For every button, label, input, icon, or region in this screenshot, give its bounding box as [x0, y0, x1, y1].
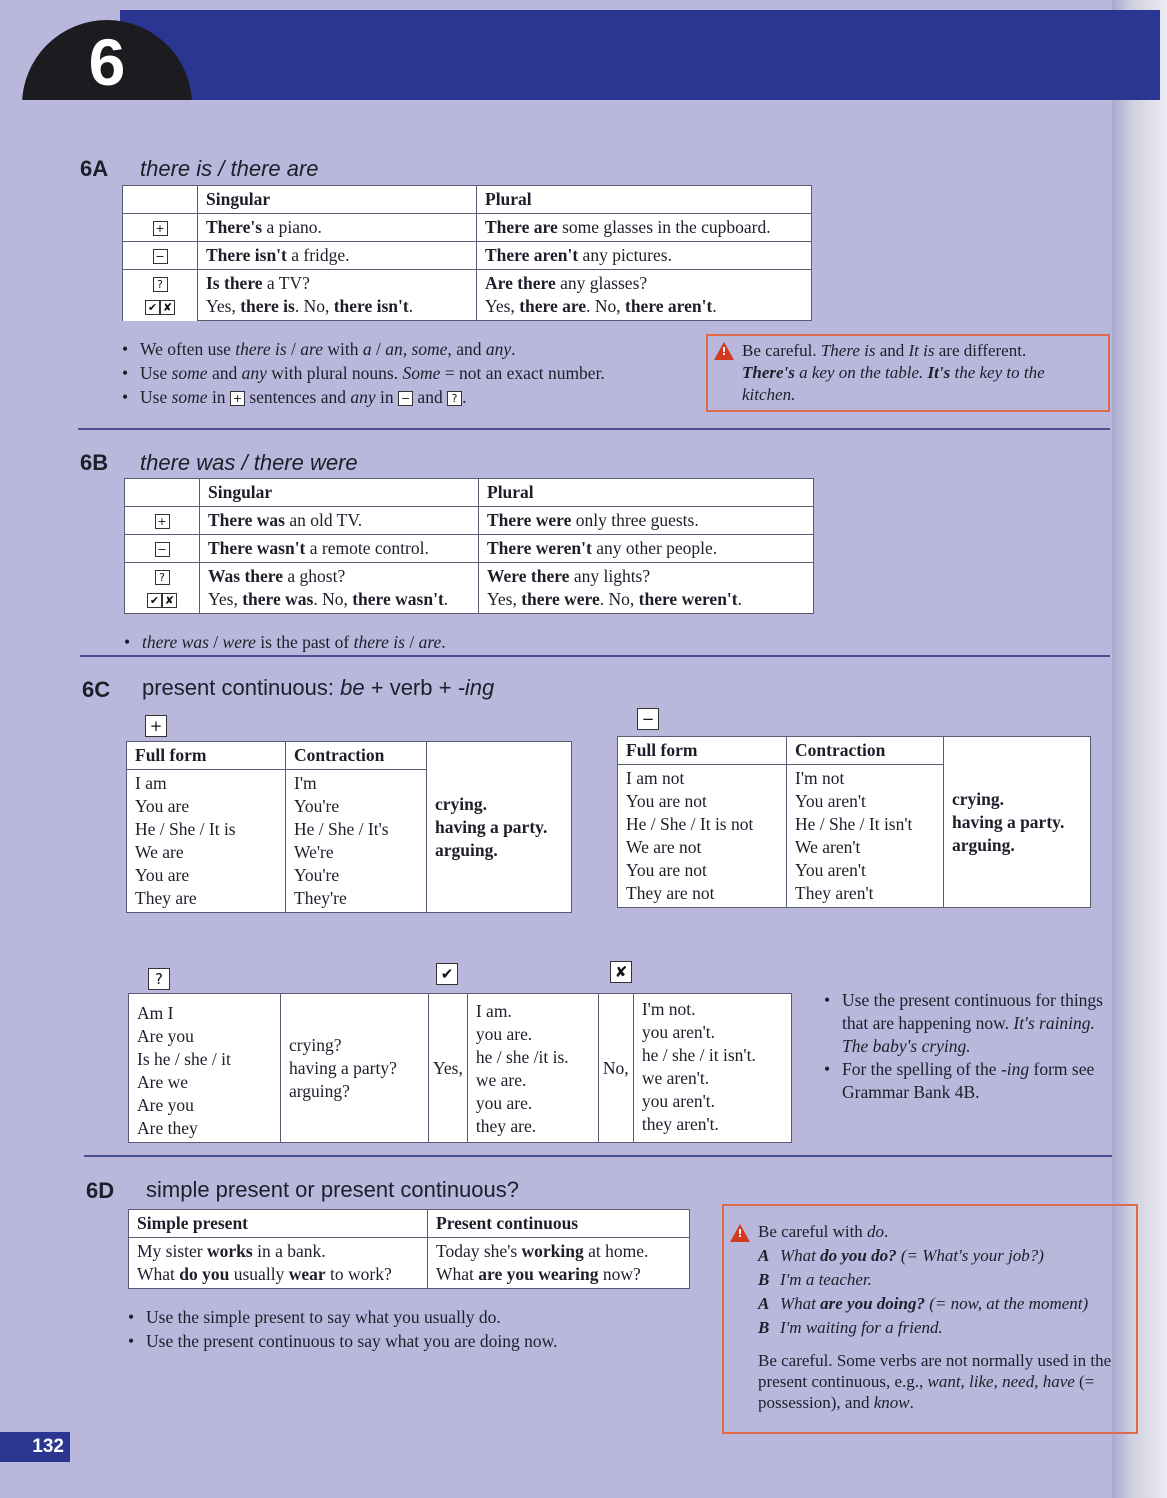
unit-header-band: [120, 10, 1160, 100]
section-code-6d: 6D: [86, 1178, 115, 1203]
contractions: I'm You're He / She / It's We're You're They're: [286, 770, 427, 913]
header-full-form: Full form: [618, 737, 787, 765]
list-item: • Use some and any with plural nouns. Some = not an exact number.: [120, 361, 700, 385]
cross-icon: ✘: [160, 300, 175, 315]
cell-bold: Are there: [485, 273, 556, 293]
question-icon: ?: [148, 968, 170, 990]
yes-answers: I am. you are. he / she /it is. we are. you are. they are.: [467, 994, 598, 1143]
question-icon: ?: [447, 391, 462, 406]
section-code-6b: 6B: [80, 450, 109, 475]
section-title-6a: there is / there are: [140, 156, 319, 181]
verb-list: crying. having a party. arguing.: [944, 737, 1091, 908]
table-row: [129, 1210, 690, 1238]
plus-icon: +: [155, 514, 170, 529]
cell-text: a TV?: [262, 273, 310, 293]
header-full-form: Full form: [127, 742, 286, 770]
notes-6a: [120, 337, 700, 409]
tick-icon: ✔: [436, 963, 458, 985]
notes-6b: [122, 630, 722, 654]
section-title-6b: there was / there were: [140, 450, 358, 475]
cell-bold: There isn't: [206, 245, 287, 265]
unit-number: 6: [88, 25, 126, 99]
table-row: [127, 742, 572, 770]
list-item: • Use the present continuous for things that are happening now. It's raining. The baby's crying.: [822, 989, 1107, 1058]
cell-bold: There's: [206, 217, 263, 237]
no-answers: I'm not. you aren't. he / she / it isn't. we aren't. you aren't. they aren't.: [633, 994, 791, 1143]
warning-icon: !: [714, 342, 734, 360]
table-row: [123, 242, 812, 270]
cell-text: some glasses in the cupboard.: [557, 217, 771, 237]
table-there-is-are: [122, 185, 812, 321]
table-positive: [126, 741, 572, 913]
minus-icon: −: [155, 542, 170, 557]
tick-icon: ✔: [147, 593, 162, 608]
table-row: + There was an old TV. There were only three guests.: [125, 507, 814, 535]
table-simple-vs-continuous: [128, 1209, 690, 1289]
minus-icon: −: [637, 708, 659, 730]
minus-icon: −: [153, 249, 168, 264]
section-title-6d: simple present or present continuous?: [146, 1177, 519, 1202]
plus-icon: +: [153, 221, 168, 236]
full-forms: I am not You are not He / She / It is not We are not You are not They are not: [618, 765, 787, 908]
list-item: • We often use there is / are with a / an, some, and any.: [120, 337, 700, 361]
divider: [80, 655, 1110, 657]
cell-bold: There aren't: [485, 245, 579, 265]
cell-bold: There are: [485, 217, 558, 237]
list-item: • Use the present continuous to say what you are doing now.: [126, 1329, 706, 1353]
plus-icon: +: [145, 715, 167, 737]
verb-list: crying. having a party. arguing.: [427, 742, 572, 913]
notes-6d: [126, 1305, 706, 1353]
section-title-6c: present continuous: be + verb + -ing: [142, 675, 495, 700]
warning-icon: !: [730, 1224, 750, 1242]
page-number: 132: [0, 1432, 70, 1462]
table-row: − There wasn't a remote control. There weren't any other people.: [125, 535, 814, 563]
header-plural: Plural: [477, 186, 812, 214]
cell-bold: Is there: [206, 273, 263, 293]
table-row: ? ✔ ✘ Is there a TV? Yes, there is. No, there isn't. Are there any glasses? Yes, there are. No, there aren't.: [123, 270, 812, 321]
minus-icon: −: [398, 391, 413, 406]
no-label: No,: [598, 994, 633, 1143]
tick-icon: ✔: [145, 300, 160, 315]
list-item: • Use the simple present to say what you usually do.: [126, 1305, 706, 1329]
question-subjects: Am I Are you Is he / she / it Are we Are you Are they: [129, 994, 281, 1143]
table-row: [123, 214, 812, 242]
contractions: I'm not You aren't He / She / It isn't We aren't You aren't They aren't: [787, 765, 944, 908]
table-row: My sister works in a bank. What do you usually wear to work? Today she's working at home. What are you wearing now?: [129, 1238, 690, 1289]
divider: [78, 428, 1110, 430]
careful-note-6a: ! Be careful. There is and It is are different. There's a key on the table. It's the key to the kitchen.: [706, 334, 1110, 412]
list-item: • For the spelling of the -ing form see Grammar Bank 4B.: [822, 1058, 1107, 1104]
question-verbs: crying? having a party? arguing?: [281, 994, 429, 1143]
cell-text: any glasses?: [555, 273, 648, 293]
header-present-continuous: Present continuous: [428, 1210, 690, 1238]
header-contraction: Contraction: [286, 742, 427, 770]
table-row: [129, 994, 792, 1143]
section-code-6a: 6A: [80, 156, 109, 181]
question-icon: ?: [153, 277, 168, 292]
header-contraction: Contraction: [787, 737, 944, 765]
badge-base: [0, 100, 1112, 160]
cross-icon: ✘: [162, 593, 177, 608]
cell-text: any pictures.: [578, 245, 672, 265]
section-code-6c: 6C: [82, 677, 111, 702]
header-simple-present: Simple present: [129, 1210, 428, 1238]
list-item: • there was / were is the past of there is / are.: [122, 630, 722, 654]
question-icon: ?: [155, 570, 170, 585]
table-questions: [128, 993, 792, 1143]
header-singular: Singular: [200, 479, 479, 507]
yes-label: Yes,: [429, 994, 468, 1143]
header-singular: Singular: [198, 186, 477, 214]
plus-icon: +: [230, 391, 245, 406]
table-there-was-were: [124, 478, 814, 614]
divider: [84, 1155, 1112, 1157]
full-forms: I am You are He / She / It is We are You are They are: [127, 770, 286, 913]
list-item: • Use some in + sentences and any in − and ? .: [120, 385, 700, 409]
cell-text: a fridge.: [286, 245, 350, 265]
table-row: ? ✔ ✘ Was there a ghost? Yes, there was. No, there wasn't. Were there any lights? Yes, there were. No, there weren't.: [125, 563, 814, 614]
careful-note-6d: ! Be careful with do. A What do you do? (= What's your job?) B I'm a teacher. A What are you doing? (= now, at the moment) B I'm waiting for a friend. Be careful. Some verbs are not normally used in the present continuous, e.g., want, like, need, have (= possession), and know.: [722, 1204, 1138, 1434]
header-plural: Plural: [479, 479, 814, 507]
notes-6c: [822, 989, 1107, 1104]
cross-icon: ✘: [610, 961, 632, 983]
cell-text: a piano.: [262, 217, 322, 237]
table-negative: [617, 736, 1091, 908]
table-row: [618, 737, 1091, 765]
